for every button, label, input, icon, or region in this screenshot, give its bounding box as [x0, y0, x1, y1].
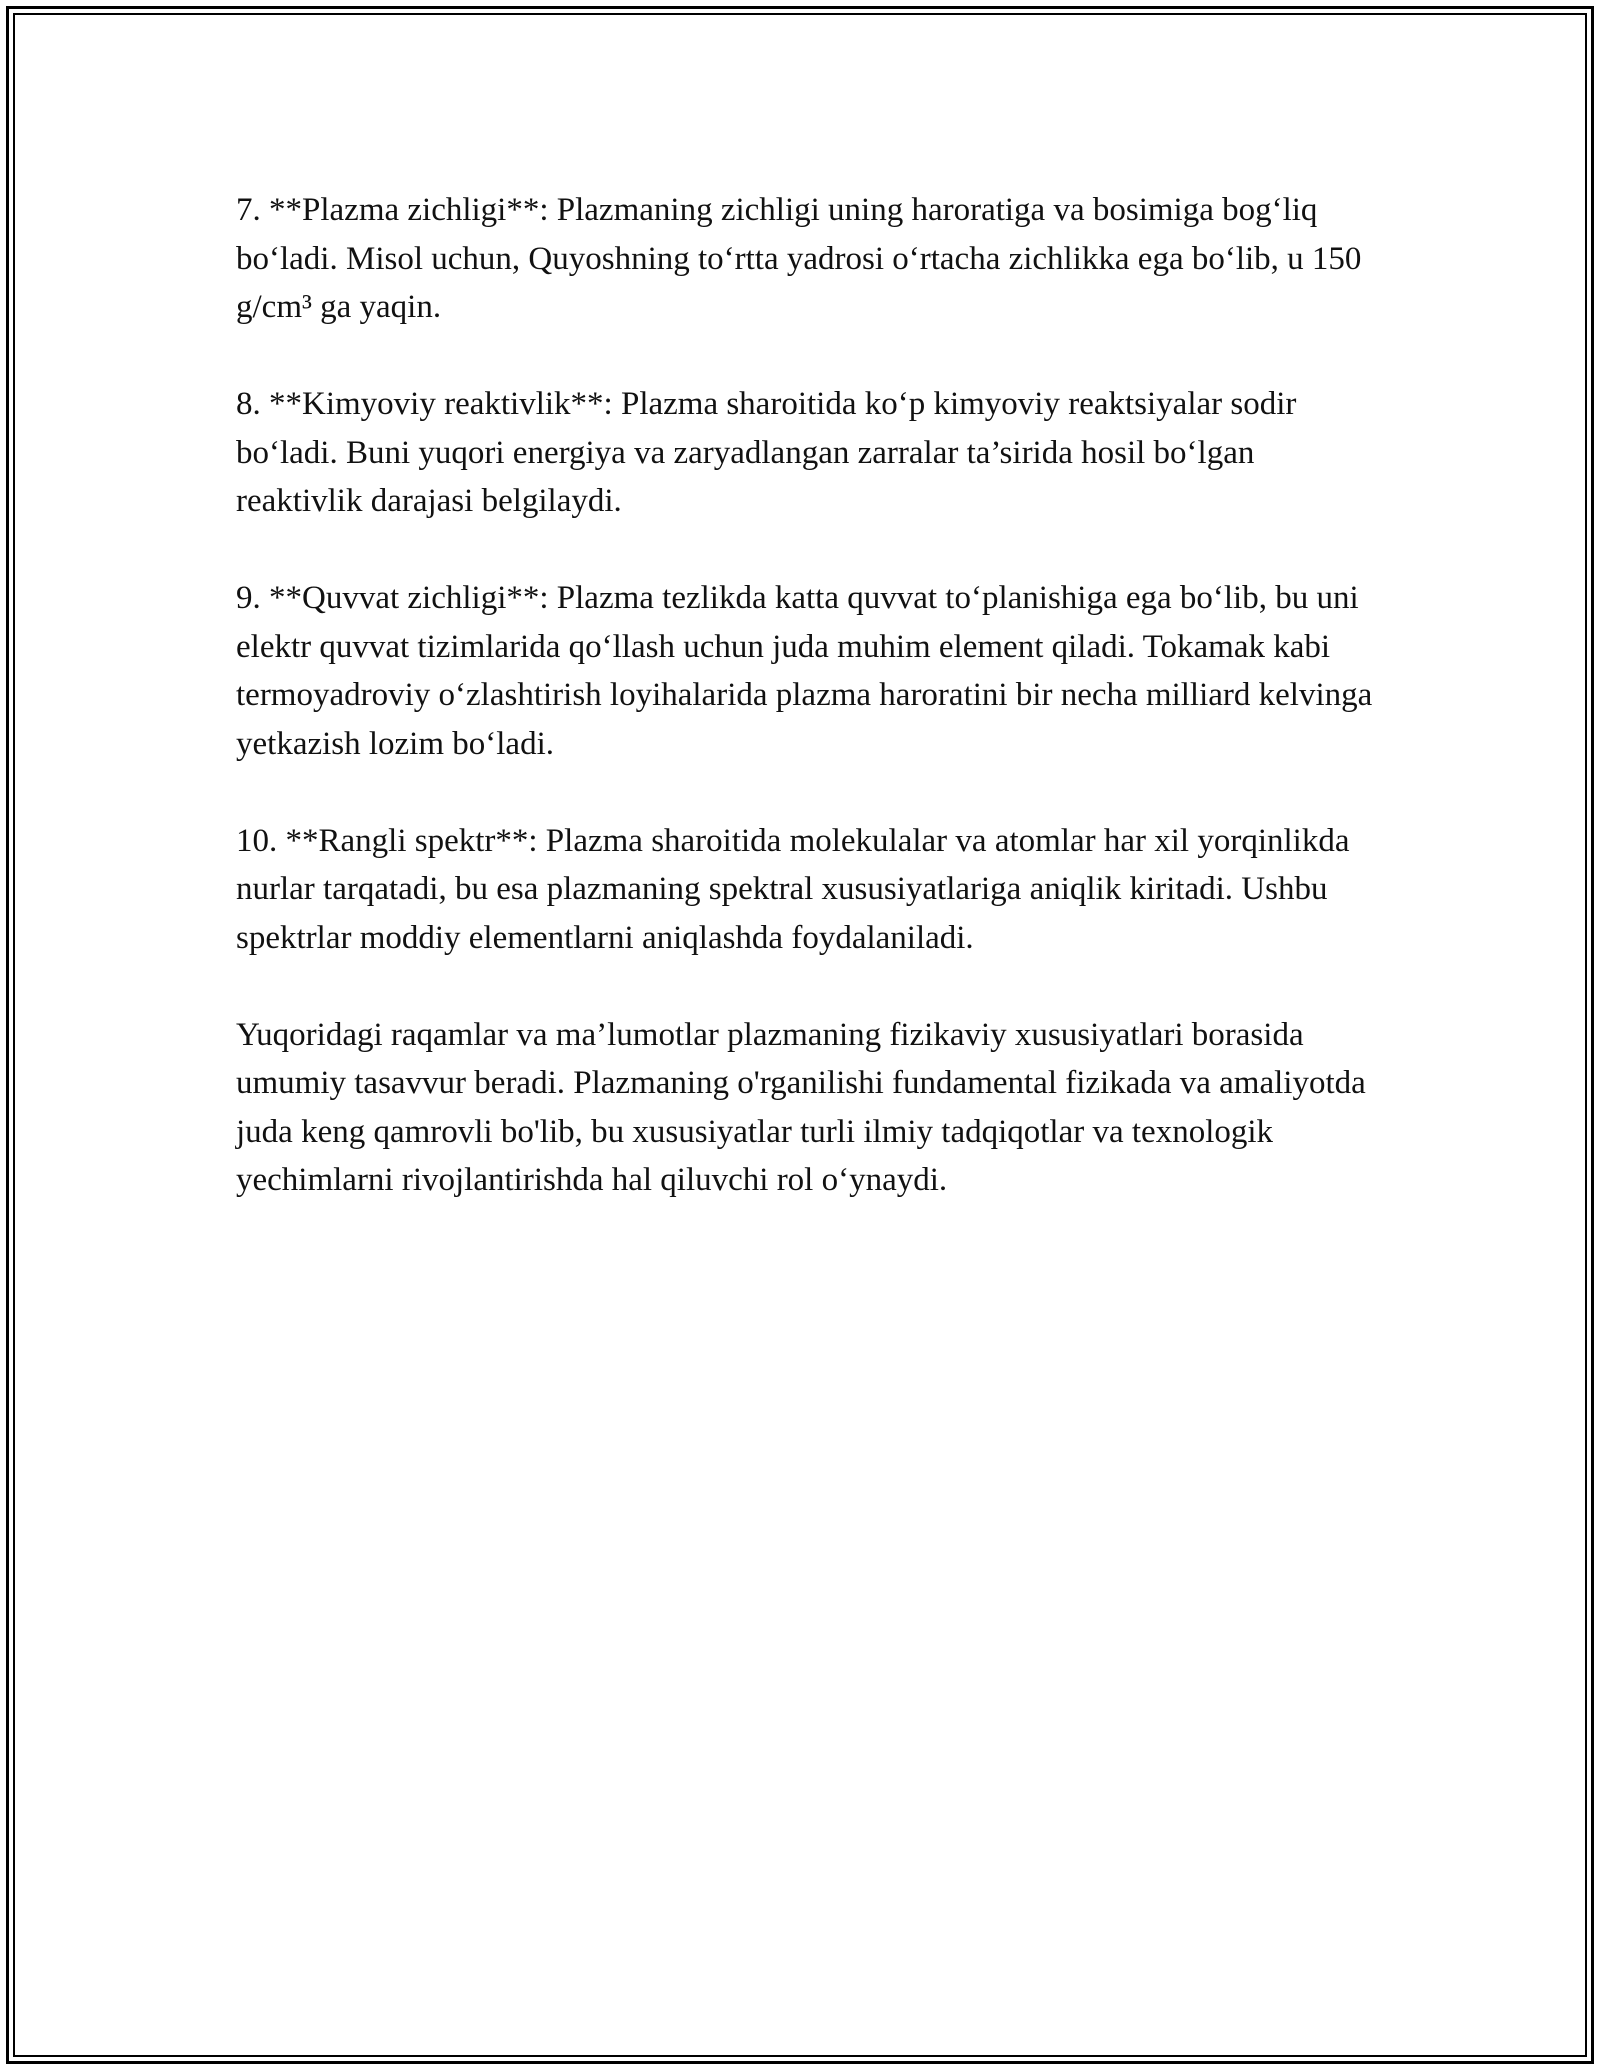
- paragraph-rangli-spektr: 10. **Rangli spektr**: Plazma sharoitida molekulalar va atomlar har xil yorqinlikda nurlar tarqatadi, bu esa plazmaning spektral xususiyatlariga aniqlik kiritadi. Ushbu spektrlar moddiy elementlarni aniqlashda foydalaniladi.: [236, 822, 1350, 956]
- document-body: [236, 186, 1376, 1253]
- paragraph-plazma-zichligi: 7. **Plazma zichligi**: Plazmaning zichligi uning haroratiga va bosimiga bog‘liq bo‘ladi. Misol uchun, Quyoshning to‘rtta yadrosi o‘rtacha zichlikka ega bo‘lib, u 150 g/cm³ ga yaqin.: [236, 192, 1362, 325]
- paragraph-quvvat-zichligi: 9. **Quvvat zichligi**: Plazma tezlikda katta quvvat to‘planishiga ega bo‘lib, bu uni elektr quvvat tizimlarida qo‘llash uchun juda muhim element qiladi. Tokamak kabi termoyadroviy o‘zlashtirish loyihalarida plazma haroratini bir necha milliard kelvinga yetkazish lozim bo‘ladi.: [236, 580, 1373, 762]
- paragraph-conclusion: Yuqoridagi raqamlar va ma’lumotlar plazmaning fizikaviy xususiyatlari borasida umumiy tasavvur beradi. Plazmaning o'rganilishi fundamental fizikada va amaliyotda juda keng qamrovli bo'lib, bu xususiyatlar turli ilmiy tadqiqotlar va texnologik yechimlarni rivojlantirishda hal qiluvchi rol o‘ynaydi.: [236, 1016, 1366, 1198]
- paragraph-kimyoviy-reaktivlik: 8. **Kimyoviy reaktivlik**: Plazma sharoitida ko‘p kimyoviy reaktsiyalar sodir bo‘ladi. Buni yuqori energiya va zaryadlangan zarralar ta’sirida hosil bo‘lgan reaktivlik darajasi belgilaydi.: [236, 386, 1297, 519]
